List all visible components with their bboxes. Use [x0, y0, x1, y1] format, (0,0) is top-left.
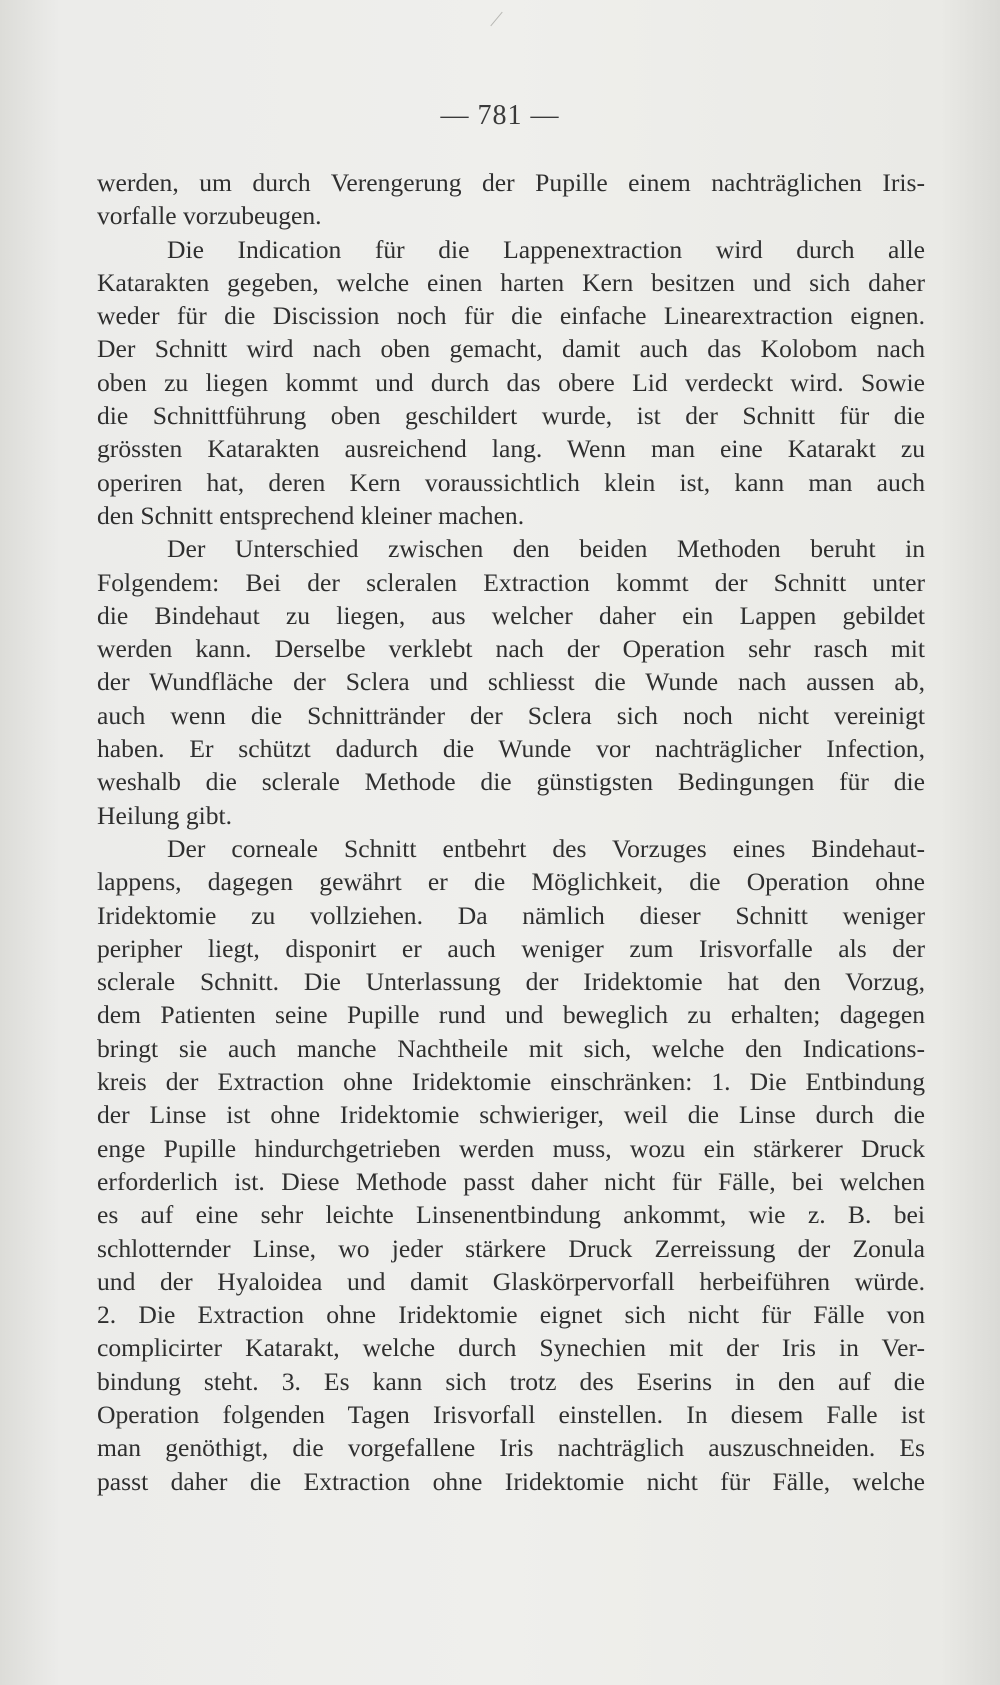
text-line: auch wenn die Schnittränder der Sclera sich noch nicht vereinigt [97, 700, 925, 730]
text-line: vorfalle vorzubeugen. [97, 201, 322, 231]
text-line: sclerale Schnitt. Die Unterlassung der Iridektomie hat den Vorzug, [97, 967, 925, 997]
text-line: passt daher die Extraction ohne Iridektomie nicht für Fälle, welche [97, 1466, 925, 1496]
text-line: weder für die Discission noch für die einfache Linearextraction eignen. [97, 301, 925, 331]
text-line: Die Indication für die Lappenextraction wird durch alle [167, 234, 925, 264]
text-line: bindung steht. 3. Es kann sich trotz des Eserins in den auf die [97, 1366, 925, 1396]
text-line: der Wundfläche der Sclera und schliesst die Wunde nach aussen ab, [97, 667, 925, 697]
text-line: die Schnittführung oben geschildert wurde, ist der Schnitt für die [97, 401, 925, 431]
text-line: peripher liegt, disponirt er auch weniger zum Irisvorfalle als der [97, 933, 925, 963]
text-line: Der Schnitt wird nach oben gemacht, damit auch das Kolobom nach [97, 334, 925, 364]
text-line: lappens, dagegen gewährt er die Möglichkeit, die Operation ohne [97, 867, 925, 897]
text-line: den Schnitt entsprechend kleiner machen. [97, 500, 525, 530]
text-line: die Bindehaut zu liegen, aus welcher daher ein Lappen gebildet [97, 600, 925, 630]
body-text [97, 166, 925, 1498]
text-line: operiren hat, deren Kern voraussichtlich klein ist, kann man auch [97, 467, 925, 497]
text-line: Katarakten gegeben, welche einen harten Kern besitzen und sich daher [97, 267, 925, 297]
text-line: erforderlich ist. Diese Methode passt daher nicht für Fälle, bei welchen [97, 1166, 925, 1196]
text-line: Iridektomie zu vollziehen. Da nämlich dieser Schnitt weniger [97, 900, 925, 930]
text-line: grössten Katarakten ausreichend lang. Wenn man eine Katarakt zu [97, 434, 925, 464]
text-line: kreis der Extraction ohne Iridektomie einschränken: 1. Die Entbindung [97, 1067, 925, 1097]
text-line: Der corneale Schnitt entbehrt des Vorzuges eines Bindehaut- [167, 833, 925, 863]
pencil-mark [490, 12, 502, 26]
text-line: bringt sie auch manche Nachtheile mit sich, welche den Indications- [97, 1033, 925, 1063]
text-line: haben. Er schützt dadurch die Wunde vor nachträglicher Infection, [97, 734, 925, 764]
text-line: complicirter Katarakt, welche durch Synechien mit der Iris in Ver- [97, 1333, 925, 1363]
text-line: weshalb die sclerale Methode die günstigsten Bedingungen für die [97, 767, 925, 797]
text-line: werden kann. Derselbe verklebt nach der Operation sehr rasch mit [97, 634, 925, 664]
text-line: Folgendem: Bei der scleralen Extraction kommt der Schnitt unter [97, 567, 925, 597]
text-line: man genöthigt, die vorgefallene Iris nachträglich auszuschneiden. Es [97, 1433, 925, 1463]
text-line: Der Unterschied zwischen den beiden Methoden beruht in [167, 534, 925, 564]
text-line: Heilung gibt. [97, 800, 233, 830]
text-line: Operation folgenden Tagen Irisvorfall einstellen. In diesem Falle ist [97, 1399, 925, 1429]
text-line: es auf eine sehr leichte Linsenentbindung ankommt, wie z. B. bei [97, 1200, 925, 1230]
page-number: — 781 — [440, 100, 560, 131]
text-line: und der Hyaloidea und damit Glaskörpervorfall herbeiführen würde. [97, 1266, 925, 1296]
text-line: oben zu liegen kommt und durch das obere Lid verdeckt wird. Sowie [97, 367, 925, 397]
text-line: 2. Die Extraction ohne Iridektomie eignet sich nicht für Fälle von [97, 1300, 925, 1330]
text-line: dem Patienten seine Pupille rund und beweglich zu erhalten; dagegen [97, 1000, 925, 1030]
text-line: schlotternder Linse, wo jeder stärkere Druck Zerreissung der Zonula [97, 1233, 925, 1263]
text-line: werden, um durch Verengerung der Pupille einem nachträglichen Iris- [97, 168, 925, 197]
text-line: enge Pupille hindurchgetrieben werden muss, wozu ein stärkerer Druck [97, 1133, 925, 1163]
text-line: der Linse ist ohne Iridektomie schwieriger, weil die Linse durch die [97, 1100, 925, 1130]
